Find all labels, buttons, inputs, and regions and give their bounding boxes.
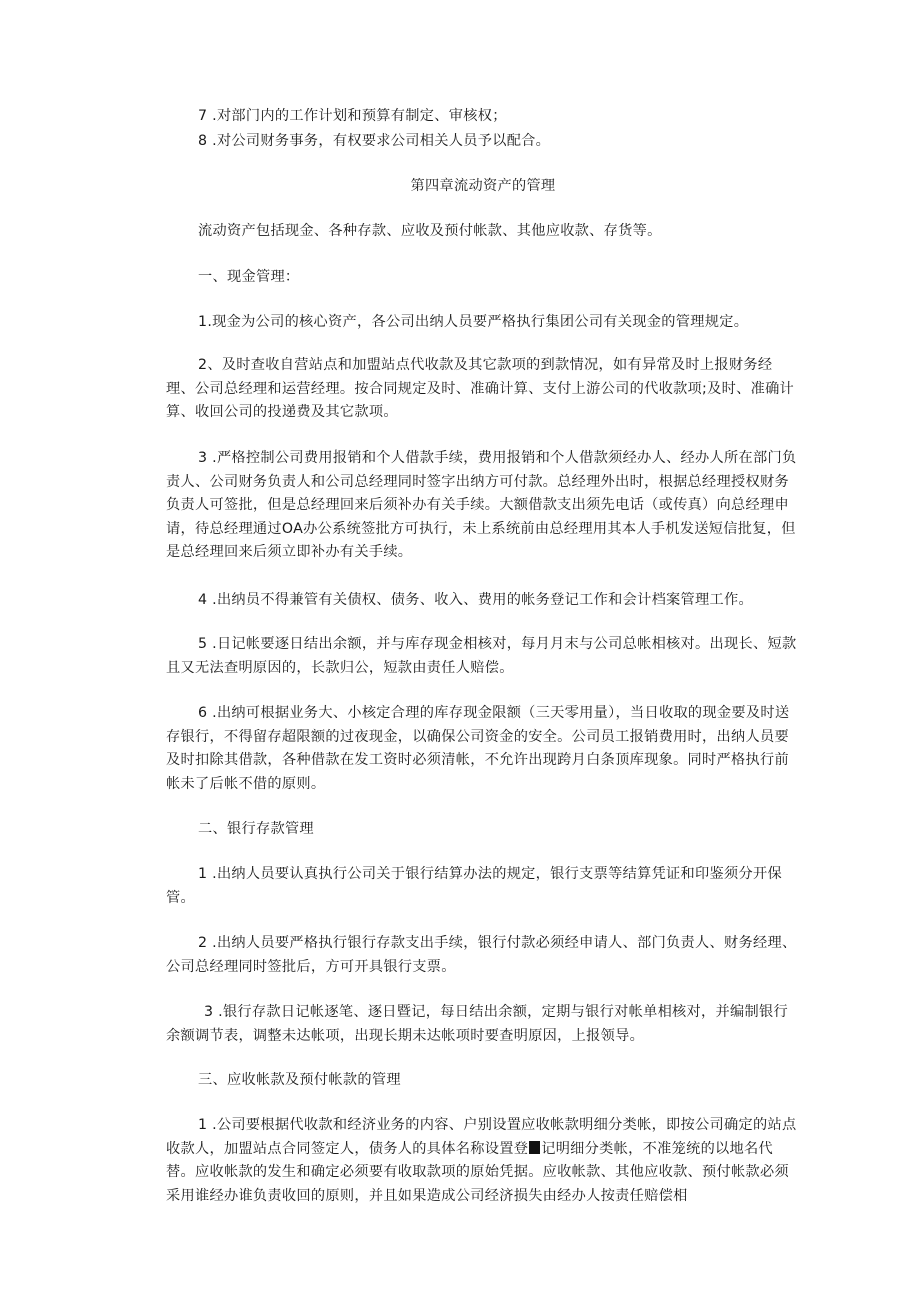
cash-item-1: 1.现金为公司的核心资产，各公司出纳人员要严格执行集团公司有关现金的管理规定。: [198, 314, 749, 330]
cash-item-6: 6 .出纳可根据业务大、小核定合理的库存现金限额（三天零用量），当日收取的现金要及时送存银行，不得留存超限额的过夜现金，以确保公司资金的安全。公司员工报销费用时，出纳人员要及时扣除其借款，各种借款在发工资时必须清帐，不允许出现跨月白条顶库现象。同时严格执行前帐未了后帐不借的原则。: [166, 705, 790, 792]
cash-item-3: 3 .严格控制公司费用报销和个人借款手续，费用报销和个人借款须经办人、经办人所在部门负责人、公司财务负责人和公司总经理同时签字出纳方可付款。总经理外出时，根据总经理授权财务负责人可签批，但是总经理回来后须补办有关手续。大额借款支出须先电话（或传真）向总经理申请，待总经理通过OA办公系统签批方可执行，未上系统前由总经理用其本人手机发送短信批复，但是总经理回来后须立即补办有关手续。: [166, 450, 797, 560]
cash-item-4: 4 .出纳员不得兼管有关债权、债务、收入、费用的帐务登记工作和会计档案管理工作。: [198, 592, 753, 608]
section-3-title: 三、应收帐款及预付帐款的管理: [198, 1072, 401, 1088]
section-2-title: 二、银行存款管理: [198, 821, 314, 837]
receivables-item-1: [166, 1114, 800, 1208]
list-item-8: 8 .对公司财务事务，有权要求公司相关人员予以配合。: [198, 133, 551, 149]
bank-item-2: 2 .出纳人员要严格执行银行存款支出手续，银行付款必须经申请人、部门负责人、财务经理、公司总经理同时签批后，方可开具银行支票。: [166, 935, 797, 975]
bank-item-1: 1 .出纳人员要认真执行公司关于银行结算办法的规定，银行支票等结算凭证和印鉴须分开保管。: [166, 866, 782, 906]
list-item-7: 7 .对部门内的工作计划和预算有制定、审核权；: [198, 108, 507, 124]
receivables-item-1-part-a: 1 .公司要根据代收款和经济业务的内容、户别设置应收帐款明细分类帐，即按公司确定的站点收款人，加盟站点合同签定人，债务人的具体名称设置登: [166, 1117, 797, 1157]
receivables-item-1-part-b: 记明细分类帐，不准笼统的以地名代替。应收帐款的发生和确定必须要有收取款项的原始凭据。应收帐款、其他应收款、预付帐款必须采用谁经办谁负责收回的原则，并且如果造成公司经济损失由经办人按责任赔偿相: [166, 1140, 789, 1204]
bank-item-3: 3 .银行存款日记帐逐笔、逐日暨记，每日结出余额，定期与银行对帐单相核对，并编制银行余额调节表，调整未达帐项，出现长期未达帐项时要查明原因，上报领导。: [166, 1004, 788, 1044]
cash-item-2: 2、及时查收自营站点和加盟站点代收款及其它款项的到款情况，如有异常及时上报财务经理、公司总经理和运营经理。按合同规定及时、准确计算、支付上游公司的代收款项;及时、准确计算、收回公司的投递费及其它款项。: [166, 357, 795, 420]
intro-paragraph: 流动资产包括现金、各种存款、应收及预付帐款、其他应收款、存货等。: [198, 223, 662, 239]
chapter-title: 第四章流动资产的管理: [410, 178, 556, 194]
cash-item-5: 5 .日记帐要逐日结出余额，并与库存现金相核对，每月月末与公司总帐相核对。出现长、短款且又无法查明原因的，长款归公，短款由责任人赔偿。: [166, 636, 797, 676]
section-1-title: 一、现金管理：: [198, 269, 300, 285]
redaction-block-icon: [529, 1141, 540, 1154]
